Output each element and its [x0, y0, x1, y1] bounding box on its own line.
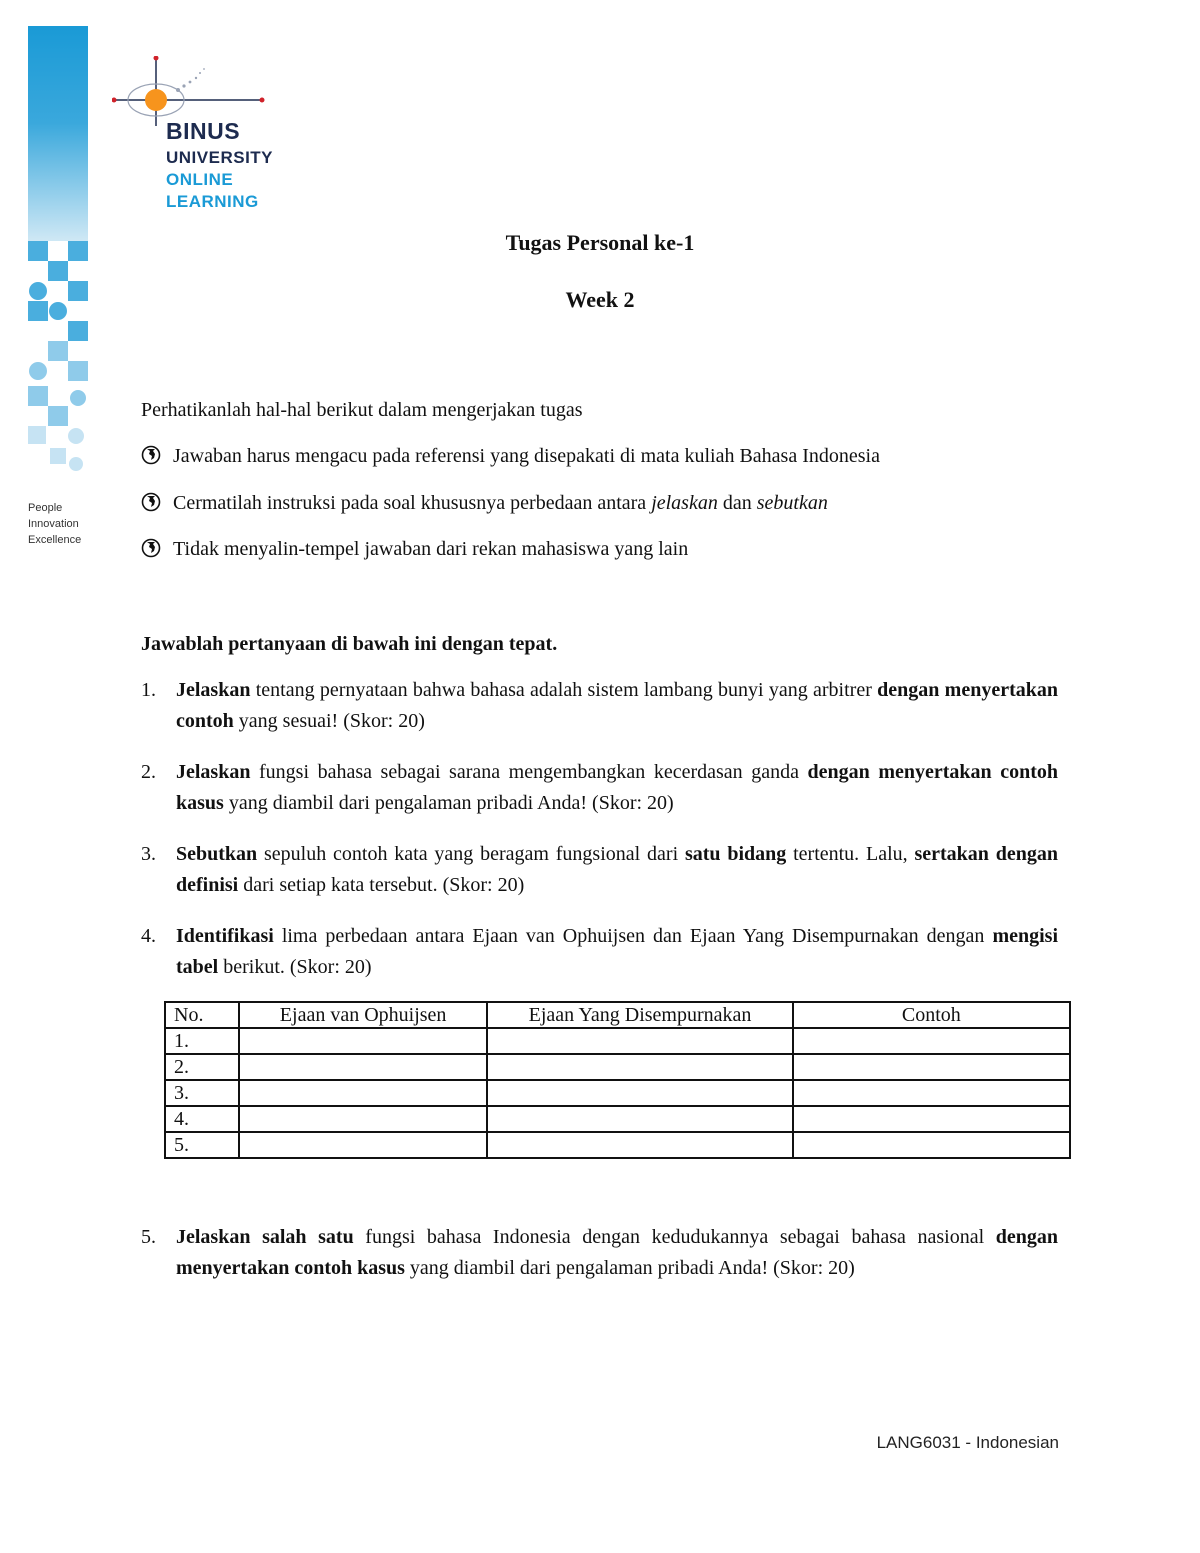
- table-header-cell: No.: [165, 1002, 239, 1028]
- question-number: 4.: [141, 925, 156, 947]
- table-header-row: [165, 1002, 1070, 1028]
- logo-binus: BINUS: [166, 118, 241, 144]
- table-row: [165, 1028, 1070, 1054]
- question-number: 2.: [141, 761, 156, 783]
- question-emphasis: Jelaskan: [176, 761, 251, 783]
- question-emphasis: Jelaskan: [176, 679, 251, 701]
- question-text: [176, 1222, 1058, 1284]
- page-title: Tugas Personal ke-1: [505, 230, 695, 255]
- globe-icon: [141, 445, 161, 465]
- table-cell[interactable]: [487, 1028, 792, 1054]
- question-emphasis: dengan menyertakan contoh: [176, 679, 1058, 732]
- table-row: [165, 1054, 1070, 1080]
- instruction-bullet: [141, 534, 688, 564]
- question-run: fungsi bahasa sebagai sarana mengembangkan kecerdasan ganda: [250, 761, 808, 783]
- table-cell[interactable]: [487, 1132, 792, 1158]
- bullet-text: Jawaban harus mengacu pada referensi yang disepakati di mata kuliah Bahasa Indonesia: [173, 445, 880, 467]
- question-emphasis: satu bidang: [684, 843, 787, 865]
- question-emphasis: Sebutkan: [176, 843, 258, 865]
- question-item: [141, 1222, 1058, 1284]
- table-header-cell: Ejaan Yang Disempurnakan: [487, 1002, 792, 1028]
- table-cell[interactable]: [239, 1132, 487, 1158]
- question-run: dari setiap kata tersebut. (Skor: 20): [238, 874, 525, 896]
- question-number: 1.: [141, 679, 156, 701]
- question-run: lima perbedaan antara Ejaan van Ophuijsen dan Ejaan Yang Disempurnakan dengan: [273, 925, 993, 947]
- question-number: 3.: [141, 843, 156, 865]
- question-text: [176, 839, 1058, 901]
- table-cell-no: 2.: [165, 1054, 239, 1080]
- question-run: tentang pernyataan bahwa bahasa adalah sistem lambang bunyi yang arbitrer: [250, 679, 878, 701]
- table-cell[interactable]: [239, 1028, 487, 1054]
- question-emphasis: sertakan dengan definisi: [176, 843, 1058, 896]
- table-cell-no: 3.: [165, 1080, 239, 1106]
- question-run: yang diambil dari pengalaman pribadi Anda! (Skor: 20): [404, 1257, 855, 1279]
- page-subtitle: Week 2: [565, 287, 635, 312]
- question-text: [176, 921, 1058, 983]
- table-cell[interactable]: [487, 1054, 792, 1080]
- table-cell[interactable]: [487, 1106, 792, 1132]
- question-run: yang diambil dari pengalaman pribadi Anda! (Skor: 20): [223, 792, 674, 814]
- question-emphasis: dengan menyertakan contoh kasus: [176, 761, 1058, 814]
- instructions-intro: Perhatikanlah hal-hal berikut dalam mengerjakan tugas: [141, 399, 583, 421]
- table-cell-no: 4.: [165, 1106, 239, 1132]
- logo-learning: LEARNING: [166, 192, 259, 211]
- table-cell[interactable]: [487, 1080, 792, 1106]
- question-text: [176, 757, 1058, 819]
- globe-icon: [141, 492, 161, 512]
- instruction-bullet: [141, 441, 880, 471]
- tagline-line: Innovation: [28, 518, 79, 530]
- question-item: [141, 921, 1058, 983]
- question-emphasis: mengisi tabel: [176, 925, 1058, 978]
- table-cell[interactable]: [239, 1106, 487, 1132]
- bullet-text: Tidak menyalin-tempel jawaban dari rekan mahasiswa yang lain: [173, 538, 689, 560]
- instruction-bullet: [141, 488, 828, 518]
- question-run: tertentu. Lalu,: [786, 843, 915, 865]
- table-cell[interactable]: [793, 1054, 1070, 1080]
- table-cell[interactable]: [239, 1080, 487, 1106]
- bullet-emphasis: sebutkan: [756, 492, 828, 514]
- question-text: [176, 675, 1058, 737]
- questions-heading: Jawablah pertanyaan di bawah ini dengan tepat.: [141, 633, 558, 655]
- tagline-line: Excellence: [28, 534, 82, 546]
- table-row: [165, 1132, 1070, 1158]
- table-cell[interactable]: [239, 1054, 487, 1080]
- table-row: [165, 1080, 1070, 1106]
- question-run: berikut. (Skor: 20): [218, 956, 372, 978]
- table-header-cell: Ejaan van Ophuijsen: [239, 1002, 487, 1028]
- table-cell[interactable]: [793, 1080, 1070, 1106]
- comparison-table: [164, 1001, 1071, 1159]
- question-run: fungsi bahasa Indonesia dengan kedudukannya sebagai bahasa nasional: [353, 1226, 996, 1248]
- question-emphasis: Jelaskan salah satu: [176, 1226, 354, 1248]
- question-item: [141, 757, 1058, 819]
- table-cell[interactable]: [793, 1028, 1070, 1054]
- question-number: 5.: [141, 1226, 156, 1248]
- binus-logo: [112, 56, 292, 216]
- bullet-text: dan: [717, 492, 757, 514]
- question-item: [141, 675, 1058, 737]
- question-emphasis: dengan menyertakan contoh kasus: [176, 1226, 1058, 1279]
- logo-emblem-icon: [112, 56, 292, 126]
- table-cell-no: 1.: [165, 1028, 239, 1054]
- bullet-emphasis: jelaskan: [651, 492, 718, 514]
- question-run: yang sesuai! (Skor: 20): [233, 710, 425, 732]
- logo-online: ONLINE: [166, 170, 234, 189]
- question-run: sepuluh contoh kata yang beragam fungsional dari: [257, 843, 685, 865]
- logo-university: UNIVERSITY: [166, 148, 274, 167]
- table-row: [165, 1106, 1070, 1132]
- tagline-line: People: [28, 502, 63, 514]
- table-cell-no: 5.: [165, 1132, 239, 1158]
- table-header-cell: Contoh: [793, 1002, 1070, 1028]
- table-cell[interactable]: [793, 1106, 1070, 1132]
- globe-icon: [141, 538, 161, 558]
- question-item: [141, 839, 1058, 901]
- bullet-text: Cermatilah instruksi pada soal khususnya perbedaan antara: [173, 492, 652, 514]
- brand-tagline: [28, 500, 81, 548]
- course-code-footer: LANG6031 - Indonesian: [876, 1433, 1059, 1452]
- table-cell[interactable]: [793, 1132, 1070, 1158]
- question-emphasis: Identifikasi: [176, 925, 274, 947]
